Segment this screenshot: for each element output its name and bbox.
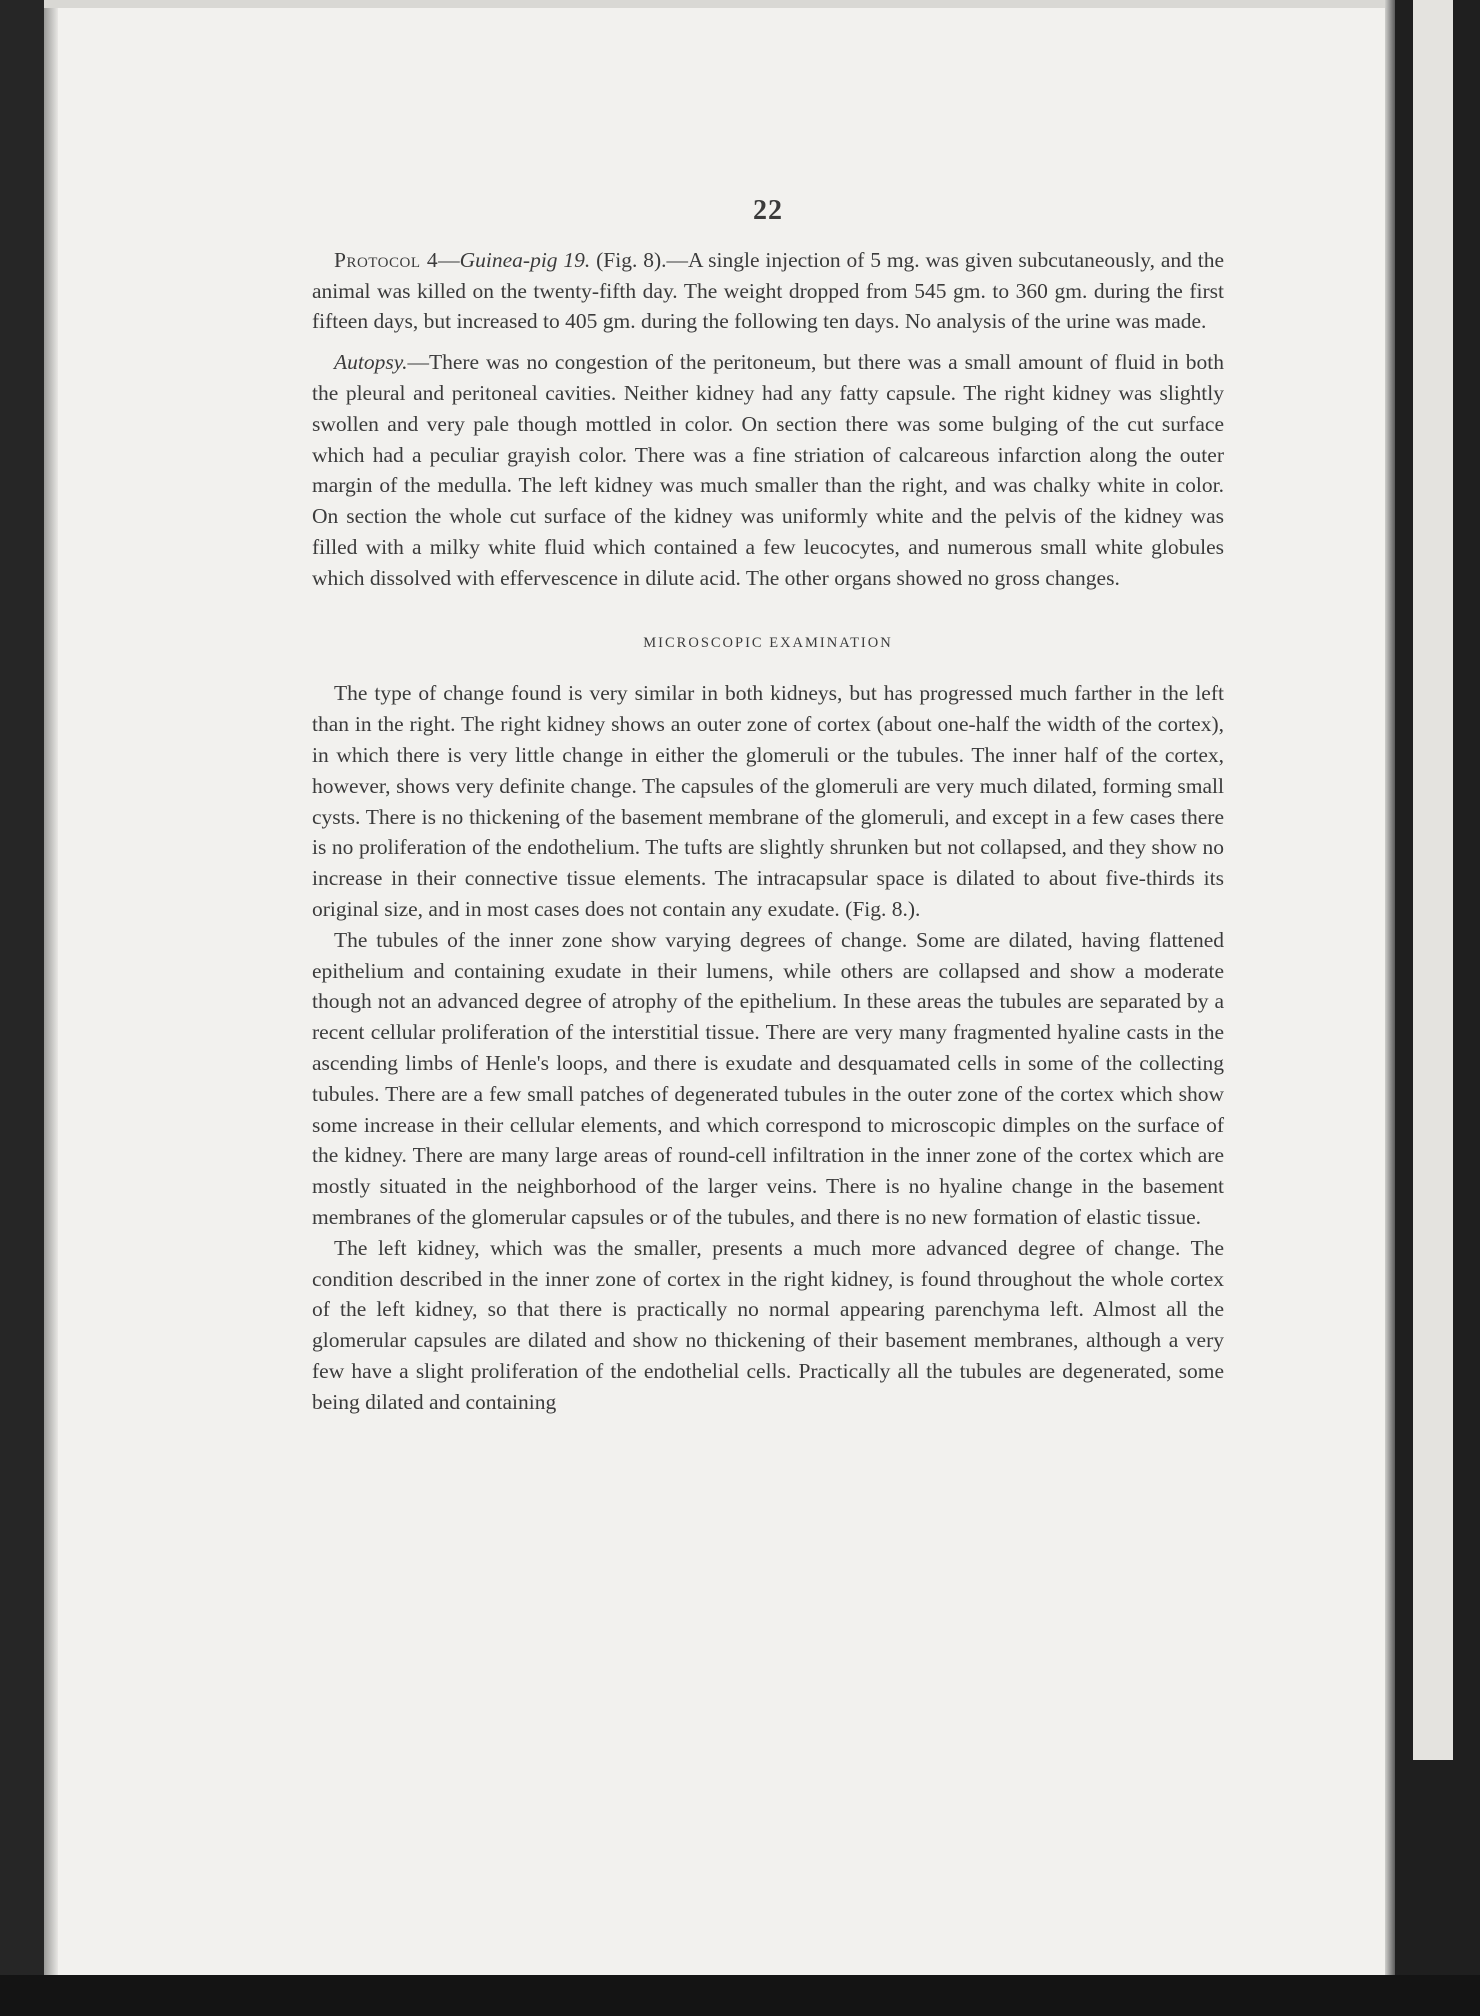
next-page-edge — [1413, 0, 1453, 1760]
autopsy-text: —There was no congestion of the peritoneum, but there was a small amount of fluid in both the pleural and peritoneal cavities. Neither kidney had any fatty capsule. The right kidney was slightly swollen and very pale though mottled in color. On section there was some bulging of the cut surface which had a peculiar grayish color. There was a fine striation of calcareous infarction along the outer margin of the medulla. The left kidney was much smaller than the right, and was chalky white in color. On section the whole cut surface of the kidney was uniformly white and the pelvis of the kidney was filled with a milky white fluid which contained a few leucocytes, and numerous small white globules which dissolved with effervescence in dilute acid. The other organs showed no gross changes. — [312, 350, 1224, 590]
section-heading: MICROSCOPIC EXAMINATION — [643, 634, 893, 651]
protocol-paragraph — [312, 245, 1224, 337]
body-paragraph: The tubules of the inner zone show varying degrees of change. Some are dilated, having flattened epithelium and containing exudate in their lumens, while others are collapsed and show a moderate though not an advanced degree of atrophy of the epithelium. In these areas the tubules are separated by a recent cellular proliferation of the interstitial tissue. There are very many fragmented hyaline casts in the ascending limbs of Henle's loops, and there is exudate and desquamated cells in some of the collecting tubules. There are a few small patches of degenerated tubules in the outer zone of the cortex which show some increase in their cellular elements, and which correspond to microscopic dimples on the surface of the kidney. There are many large areas of round-cell infiltration in the inner zone of the cortex which are mostly situated in the neighborhood of the larger veins. There is no hyaline change in the basement membranes of the glomerular capsules or of the tubules, and there is no new formation of elastic tissue. — [312, 927, 1224, 1229]
protocol-text: (Fig. 8).—A single injection of 5 mg. was given subcutaneously, and the animal was killed on the twenty-fifth day. The weight dropped from 545 gm. to 360 gm. during the first fifteen days, but increased to 405 gm. during the following ten days. No analysis of the urine was made. — [312, 247, 1224, 334]
scan-bottom-border — [0, 1975, 1480, 2016]
scan-left-border — [0, 0, 44, 2016]
protocol-subject: Guinea-pig 19. — [459, 247, 591, 272]
document-page — [312, 196, 1224, 1417]
page-right-edge-shadow — [1385, 0, 1395, 2016]
autopsy-paragraph — [312, 347, 1224, 593]
page-top-edge — [44, 0, 1385, 8]
body-paragraph: The type of change found is very similar in both kidneys, but has progressed much farther in the left than in the right. The right kidney shows an outer zone of cortex (about one-half the width of the cortex), in which there is very little change in either the glomeruli or the tubules. The inner half of the cortex, however, shows very definite change. The capsules of the glomeruli are very much dilated, forming small cysts. There is no thickening of the basement membrane of the glomeruli, and except in a few cases there is no proliferation of the endothelium. The tufts are slightly shrunken but not collapsed, and they show no increase in their connective tissue elements. The intracapsular space is dilated to about five-thirds its original size, and in most cases does not contain any exudate. (Fig. 8.). — [312, 681, 1224, 921]
page-gutter-shadow — [44, 0, 58, 2016]
autopsy-label: Autopsy. — [334, 350, 408, 375]
page-number: 22 — [753, 195, 783, 226]
protocol-label: Protocol 4 — [334, 247, 439, 272]
body-paragraph: The left kidney, which was the smaller, presents a much more advanced degree of change. The condition described in the inner zone of cortex in the right kidney, is found throughout the whole cortex of the left kidney, so that there is practically no normal appearing parenchyma left. Almost all the glomerular capsules are dilated and show no thickening of their basement membranes, although a very few have a slight proliferation of the endothelial cells. Practically all the tubules are degenerated, some being dilated and containing — [312, 1235, 1224, 1414]
protocol-dash: — — [438, 247, 460, 272]
